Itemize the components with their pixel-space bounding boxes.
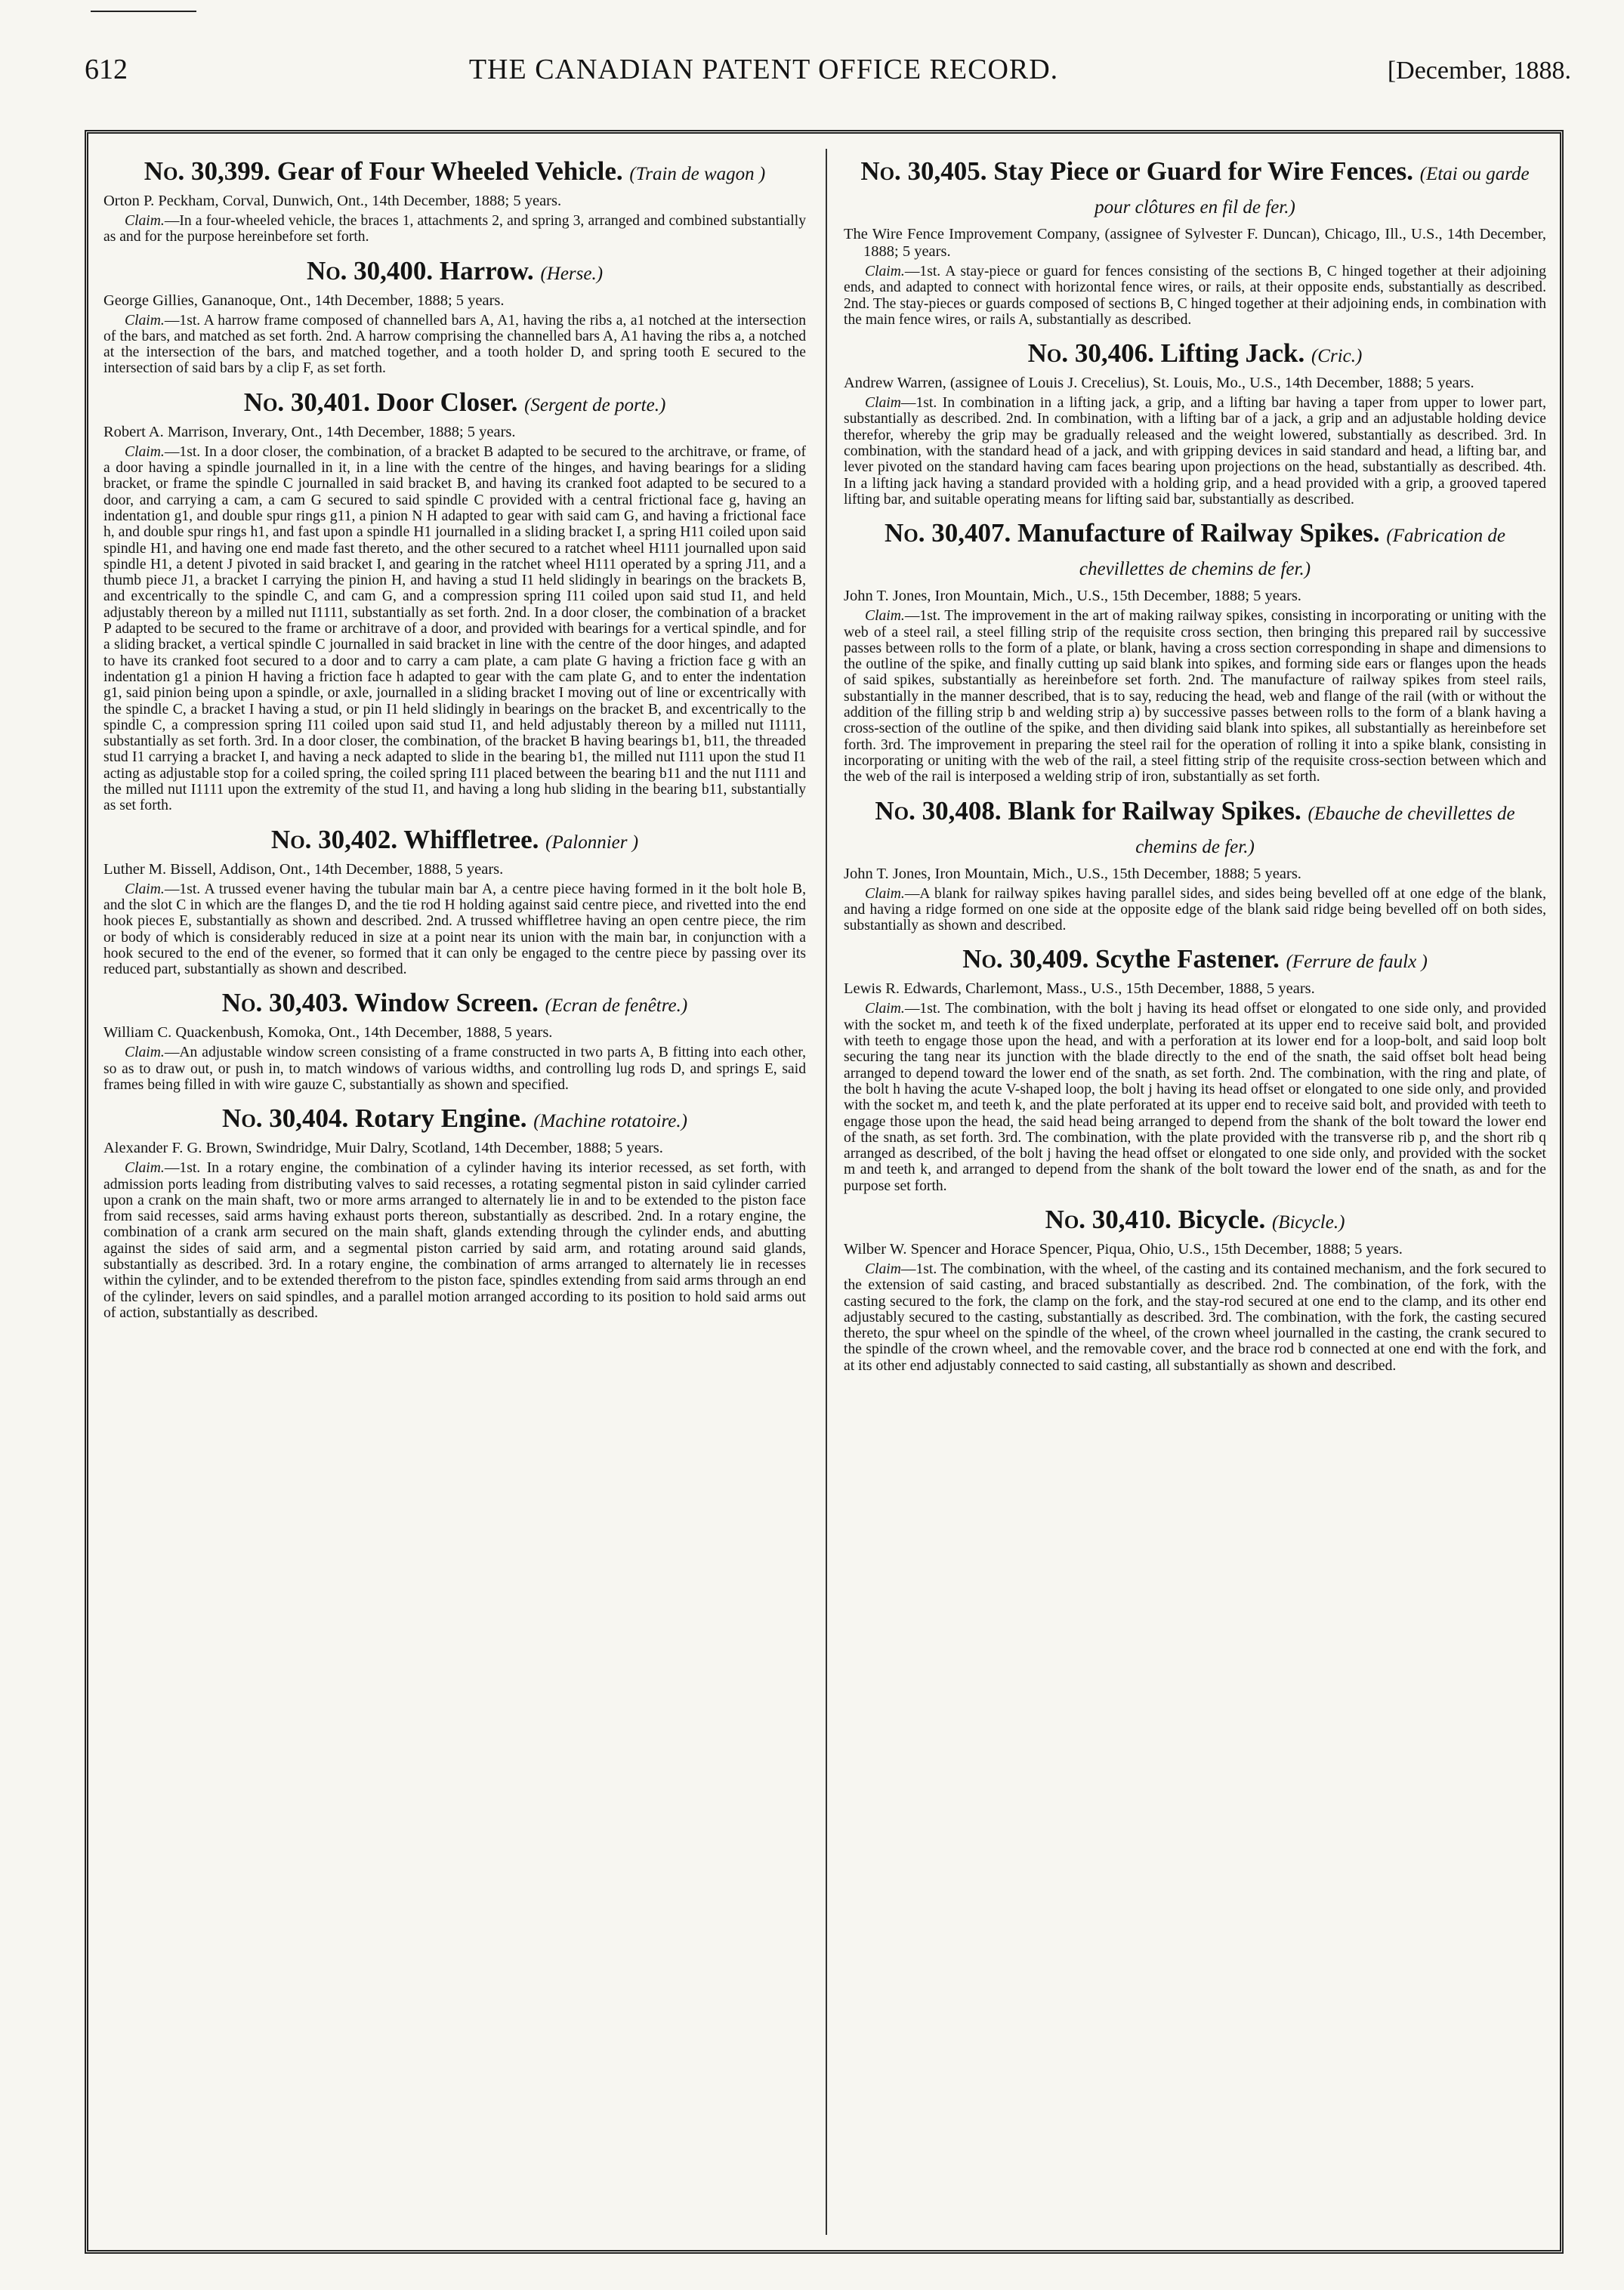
patent-french-title: (Machine rotatoire.) bbox=[533, 1111, 687, 1132]
patent-title: Harrow. bbox=[439, 255, 534, 285]
claim-text: —1st. The combination, with the bolt j having its head offset or elongated to one side only, and provided with the socket m, and teeth k of the fixed underplate, perforated at its upper end to receive said bolt, and provided with teeth to engage those upon the head, and with a perforation at its lower end for a loop-bolt, and said loop bolt securing the tang near its junction with the blade directly to the end of the snath, the said offset bolt head being arranged to depend toward the lower end of the snath, as set forth. 2nd. The combination, with the ring and plate, of the bolt h having the acute V-shaped loop, the bolt j having its head offset or elongated to one side only, and provided with the socket m, and teeth k, and the plate perforated at its upper end to receive said bolt, and provided with teeth to engage those upon the head, the said head being arranged to depend from the shank of the bolt toward the lower end of the snath, as set forth. 3rd. The combination, with the plate provided with the transverse rib p, and the short rib q arranged as described, of the bolt j having the head offset or elongated to one side only, and provided with the socket m and teeth k, and arranged to depend from the shank of the bolt toward the lower end of the snath, as and for the purpose set forth. bbox=[844, 1001, 1546, 1194]
patent-claim bbox=[103, 313, 806, 377]
claim-text: —1st. A harrow frame composed of channelled bars A, A1, having the ribs a, a1 notched at the intersection of the bars, and matched as set forth. 2nd. A harrow comprising the channelled bars A, A1 having the ribs a, a notched at the intersection of the bars, and matched together, and a tooth holder D, and spring tooth E secured to the intersection of said bars by a clip F, as set forth. bbox=[103, 312, 806, 377]
claim-text: —1st. In a rotary engine, the combination of a cylinder having its interior recessed, as set forth, with admission ports leading from distributing valves to said recesses, a rotating segmental piston in said cylinder carried upon a crank on the main shaft, two or more arms arranged to alternately lie in and to be extended to the piston face from said recesses, said arms having exhaust ports thereon, substantially as described. 2nd. In a rotary engine, the combination of a crank arm secured on the main shaft, glands extending through the cylinder ends, and abutting against the sides of said arm, and a segmental piston carried by said arm, and rotating around said glands, substantially as described. 3rd. In a rotary engine, the combination of arms arranged to alternately lie in recesses within the cylinder, and to be extended therefrom to the piston face, spindles extending from said arms through an end of the cylinder, levers on said spindles, and a parallel motion arranged according to its position to hold said arms out of action, substantially as described. bbox=[103, 1160, 806, 1321]
claim-label: Claim. bbox=[125, 312, 165, 329]
patent-french-title: (Sergent de porte.) bbox=[524, 394, 666, 415]
patent-title: Lifting Jack. bbox=[1160, 338, 1305, 369]
patent-claim bbox=[844, 608, 1546, 785]
patent-entry bbox=[844, 796, 1546, 934]
claim-label: Claim bbox=[865, 395, 901, 412]
patent-inventor: Lewis R. Edwards, Charlemont, Mass., U.S., 15th December, 1888, 5 years. bbox=[844, 980, 1315, 998]
claim-label: Claim. bbox=[865, 264, 905, 279]
patent-number: No. 30,406. bbox=[1027, 338, 1154, 369]
patent-inventor: Robert A. Marrison, Inverary, Ont., 14th December, 1888; 5 years. bbox=[103, 423, 516, 440]
patent-french-title: (Cric.) bbox=[1311, 346, 1363, 367]
right-column bbox=[844, 156, 1546, 2235]
patent-heading bbox=[103, 825, 806, 858]
page-number: 612 bbox=[85, 54, 128, 85]
patent-heading bbox=[844, 796, 1546, 863]
patent-title: Blank for Railway Spikes. bbox=[1008, 795, 1301, 826]
claim-label: Claim. bbox=[125, 1160, 165, 1177]
claim-text: —1st. In a door closer, the combination, of a bracket B adapted to be secured to the architrave, or frame, of a door having a spindle journalled in it, in a line with the centre of the hinges, and having bearings for a sliding bracket, or frame the spindle C journalled in said bracket B, and having its cranked foot adapted to be secured to a door, and carrying a cam, a cam G secured to said spindle C provided with a central frictional face g, having an indentation g1, and double spur rings g11, a pinion N H adapted to gear with said cam G, and having a frictional face h, and double spur rings h1, and fast upon a spindle H1 journalled in a sliding bracket I, a spring H11 coiled upon said spindle H1, and having one end made fast thereto, and the other secured to a ratchet wheel H111 journalled upon said spindle H1, a detent J pivoted in said bracket I, and gearing in the ratchet wheel H111 operated by a spring J11, and a thumb piece J1, a bracket I carrying the pinion H, and having a stud I1 held slidingly in bearings on the brackets B, and excentrically to the spindle C, and cam G, and a compression spring I11 coiled upon said stud I1, and held adjustably thereon by a milled nut I1111, substantially as set forth. 2nd. In a door closer, the combination of a bracket P adapted to be secured to the frame or architrave of a door, and provided with bearings for a vertical spindle, and for a sliding bracket, a vertical spindle C journalled in said bracket in line with the centre of the door hinges, and adapted to have its cranked foot secured to a door and to carry a cam plate, a cam plate G having a friction face g with an indentation g1 a pinion H having a friction face h adapted to gear with the cam plate G, and to enter the indentation g1, said pinion being upon a spindle, or axle, journalled in a sliding bracket I moving out of line or excentrically with the spindle C, a bracket I having a stud, or pin I1 held slidingly in bearings on the bracket B, and excentrically to the spindle C, a compression spring I11 coiled upon said stud I1, and held adjustably thereon by a milled nut I1111, substantially as set forth. 3rd. In a door closer, the combination, of the bracket B having bearings b1, b11, the threaded stud I1 carrying a bracket I, and having a neck adapted to slide in the bearing b1, the milled nut I111 upon the stud I1 acting as adjustable stop for a coiled spring, the coiled spring I11 placed between the bearing b11 and the nut I111 and the milled nut I1111 upon the extremity of the stud I1, and having a long hub sliding in the bearing b11, substantially as set forth. bbox=[103, 443, 806, 814]
patent-title: Gear of Four Wheeled Vehicle. bbox=[276, 156, 623, 186]
patent-claim bbox=[844, 264, 1546, 328]
claim-label: Claim. bbox=[865, 608, 905, 625]
patent-heading bbox=[844, 518, 1546, 585]
claim-text: —1st. A trussed evener having the tubular main bar A, a centre piece having formed in it the bolt hole B, and the slot C in which are the flanges D, and the tie rod H holding against said centre piece, and rivetted into the end hook pieces E, substantially as shown and described. 2nd. A trussed whiffletree having an open centre piece, the rim or body of which is considerably reduced in size at a point near its union with the main bar, in conjunction with a hook secured to the end of the evener, so formed that it can only be engaged to the centre piece by passing over its reduced part, substantially as shown and described. bbox=[103, 881, 806, 978]
claim-text: —1st. In combination in a lifting jack, a grip, and a lifting bar having a taper from upper to lower part, substantially as described. 2nd. In combination, with a lifting bar of a jack, a grip and an adjustable holding device therefor, whereby the grip may be gradually released and the weight lowered, substantially as described. 3rd. In combination, with the standard head of a jack, and with gripping devices in said standard and head, a lifting bar, and lever pivoted on the standard having cam faces bearing upon projections on the head, substantially as described. 4th. In a lifting jack having a standard provided with a holding grip, and a head provided with a grip, a grooved tapered lifting bar, and suitable operating means for lifting said bar, substantially as described. bbox=[844, 395, 1546, 508]
patent-claim bbox=[103, 881, 806, 978]
patent-entry bbox=[103, 1103, 806, 1321]
patent-inventor: John T. Jones, Iron Mountain, Mich., U.S., 15th December, 1888; 5 years. bbox=[844, 588, 1301, 605]
top-rule bbox=[91, 11, 196, 12]
patent-entry bbox=[103, 256, 806, 377]
claim-label: Claim. bbox=[125, 881, 165, 897]
page-frame bbox=[85, 130, 1564, 2254]
patent-french-title: (Herse.) bbox=[540, 263, 604, 284]
patent-heading bbox=[844, 944, 1546, 977]
patent-number: No. 30,408. bbox=[875, 795, 1002, 826]
patent-heading bbox=[103, 156, 806, 190]
patent-number: No. 30,405. bbox=[860, 156, 987, 186]
patent-inventor: Andrew Warren, (assignee of Louis J. Crecelius), St. Louis, Mo., U.S., 14th December, 1888; 5 years. bbox=[844, 375, 1474, 392]
patent-number: No. 30,410. bbox=[1045, 1204, 1172, 1234]
claim-label: Claim. bbox=[865, 1001, 905, 1017]
column-divider bbox=[826, 149, 827, 2235]
patent-claim bbox=[103, 444, 806, 814]
patent-claim bbox=[844, 886, 1546, 934]
patent-claim bbox=[844, 1001, 1546, 1194]
patent-claim bbox=[103, 1160, 806, 1321]
patent-french-title: (Etai ou garde pour clôtures en fil de fer.) bbox=[1095, 164, 1530, 218]
patent-number: No. 30,401. bbox=[243, 387, 370, 417]
patent-heading bbox=[103, 256, 806, 289]
claim-text: —In a four-wheeled vehicle, the braces 1, attachments 2, and spring 3, arranged and combined substantially as and for the purpose hereinbefore set forth. bbox=[103, 213, 806, 245]
patent-french-title: (Ferrure de faulx ) bbox=[1286, 952, 1428, 973]
issue-date: [December, 1888. bbox=[1387, 57, 1571, 85]
claim-text: —An adjustable window screen consisting of a frame constructed in two parts A, B fitting into each other, so as to draw out, or push in, to match windows of various widths, and controlling lug rods D, and springs E, said frames being filled in with wire gauze C, substantially as shown and specified. bbox=[103, 1045, 806, 1093]
patent-heading bbox=[844, 1205, 1546, 1238]
patent-title: Rotary Engine. bbox=[355, 1103, 527, 1134]
patent-inventor: Orton P. Peckham, Corval, Dunwich, Ont., 14th December, 1888; 5 years. bbox=[103, 193, 562, 209]
patent-number: No. 30,400. bbox=[306, 255, 434, 285]
patent-number: No. 30,409. bbox=[962, 944, 1089, 974]
patent-claim bbox=[844, 395, 1546, 508]
patent-number: No. 30,404. bbox=[222, 1103, 349, 1134]
claim-label: Claim. bbox=[125, 213, 165, 229]
publication-title: THE CANADIAN PATENT OFFICE RECORD. bbox=[468, 54, 1059, 85]
patent-french-title: (Ebauche de chevillettes de chemins de fer.) bbox=[1135, 803, 1515, 857]
claim-text: —1st. The combination, with the wheel, of the casting and its contained mechanism, and the fork secured to the extension of said casting, and braced substantially as described. 2nd. The combination, of the fork, with the casting secured to the fork, the clamp on the fork, and the stay-rod secured at one end to the clamp, and its other end adjustably secured to the casting, substantially as described. 3rd. The combination, with the fork, the casting secured thereto, the spur wheel on the spindle of the wheel, of the crown wheel journalled in the casting, the crank secured to the spindle of the crown wheel, and the removable cover, and the brace rod b connected at one end with the fork, and at its other end adjustably connected to said casting, all substantially as shown and described. bbox=[844, 1261, 1546, 1374]
patent-number: No. 30,399. bbox=[144, 156, 270, 186]
patent-inventor: William C. Quackenbush, Komoka, Ont., 14th December, 1888, 5 years. bbox=[103, 1024, 553, 1042]
patent-title: Whiffletree. bbox=[403, 824, 539, 854]
patent-inventor: The Wire Fence Improvement Company, (assignee of Sylvester F. Duncan), Chicago, Ill., U.S., 14th December, 1888; 5 years. bbox=[844, 226, 1546, 260]
left-column bbox=[103, 156, 806, 2235]
patent-entry bbox=[103, 156, 806, 245]
claim-label: Claim. bbox=[125, 443, 165, 460]
patent-title: Bicycle. bbox=[1178, 1204, 1266, 1234]
patent-entry bbox=[844, 518, 1546, 785]
patent-inventor: John T. Jones, Iron Mountain, Mich., U.S., 15th December, 1888; 5 years. bbox=[844, 865, 1301, 882]
patent-title: Door Closer. bbox=[376, 387, 518, 417]
patent-claim bbox=[103, 1045, 806, 1093]
patent-french-title: (Train de wagon ) bbox=[629, 164, 766, 184]
patent-entry bbox=[103, 387, 806, 814]
patent-claim bbox=[103, 213, 806, 245]
claim-label: Claim bbox=[865, 1261, 901, 1277]
page-header bbox=[85, 53, 1571, 98]
patent-heading bbox=[844, 156, 1546, 223]
patent-title: Scythe Fastener. bbox=[1095, 944, 1280, 974]
patent-title: Stay Piece or Guard for Wire Fences. bbox=[993, 156, 1414, 186]
claim-text: —1st. The improvement in the art of making railway spikes, consisting in incorporating or uniting with the web of a steel rail, a steel filling strip of the requisite cross section, then bringing this prepared rail by successive passes between rolls to the form of a plate, or blank, having a cross section corresponding in shape and dimensions to the outline of the spike, and finally cutting up said blank into spikes, and forming side ears or flanges upon the heads of said spikes, substantially as hereinbefore set forth. 2nd. The manufacture of railway spikes from steel rails, substantially in the manner described, that is to say, reducing the head, web and flange of the rail (with or without the addition of the filling strip b and welding strip a) by successive passes between rolls to the form of a blank having a cross-section of the outline of the spike, and then dividing said blank into spikes, all substantially as hereinbefore set forth. 3rd. The improvement in preparing the steel rail for the operation of rolling it into a spike blank, consisting in incorporating or uniting with the web of the rail, a steel fitting strip of the requisite cross-section between which and the web of the rail is interposed a welding strip of iron, substantially as set forth. bbox=[844, 608, 1546, 785]
patent-french-title: (Bicycle.) bbox=[1271, 1211, 1345, 1233]
patent-title: Window Screen. bbox=[354, 988, 539, 1018]
patent-entry bbox=[844, 944, 1546, 1194]
patent-heading bbox=[103, 1103, 806, 1137]
patent-number: No. 30,403. bbox=[221, 988, 349, 1018]
patent-entry bbox=[103, 988, 806, 1093]
claim-label: Claim. bbox=[125, 1045, 165, 1061]
patent-entry bbox=[103, 825, 806, 978]
claim-text: —1st. A stay-piece or guard for fences consisting of the sections B, C hinged together at their adjoining ends, and adapted to connect with horizontal fence wires, or rails, at their opposite ends, substantially as described. 2nd. The stay-pieces or guards composed of sections B, C hinged together at their adjoining ends, in combination with the main fence wires, or rails A, substantially as described. bbox=[844, 264, 1546, 328]
patent-inventor: Luther M. Bissell, Addison, Ont., 14th December, 1888, 5 years. bbox=[103, 860, 504, 878]
patent-entry bbox=[844, 156, 1546, 328]
patent-inventor: George Gillies, Gananoque, Ont., 14th December, 1888; 5 years. bbox=[103, 292, 505, 309]
claim-text: —A blank for railway spikes having parallel sides, and sides being bevelled off at one edge of the blank, and having a ridge formed on one side at the opposite edge of the blank said ridge being bevelled off on both sides, substantially as shown and described. bbox=[844, 885, 1546, 934]
patent-entry bbox=[844, 1205, 1546, 1374]
patent-number: No. 30,402. bbox=[270, 824, 398, 854]
patent-french-title: (Ecran de fenêtre.) bbox=[545, 995, 688, 1017]
patent-french-title: (Fabrication de chevillettes de chemins de fer.) bbox=[1079, 526, 1505, 580]
patent-heading bbox=[103, 387, 806, 421]
patent-title: Manufacture of Railway Spikes. bbox=[1017, 518, 1380, 548]
claim-label: Claim. bbox=[865, 885, 905, 902]
patent-heading bbox=[103, 988, 806, 1021]
patent-entry bbox=[844, 338, 1546, 508]
patent-claim bbox=[844, 1261, 1546, 1374]
patent-inventor: Alexander F. G. Brown, Swindridge, Muir Dalry, Scotland, 14th December, 1888; 5 years. bbox=[103, 1140, 663, 1157]
patent-number: No. 30,407. bbox=[885, 518, 1011, 548]
patent-inventor: Wilber W. Spencer and Horace Spencer, Piqua, Ohio, U.S., 15th December, 1888; 5 years. bbox=[844, 1240, 1403, 1258]
patent-french-title: (Palonnier ) bbox=[545, 832, 639, 853]
patent-heading bbox=[844, 338, 1546, 372]
